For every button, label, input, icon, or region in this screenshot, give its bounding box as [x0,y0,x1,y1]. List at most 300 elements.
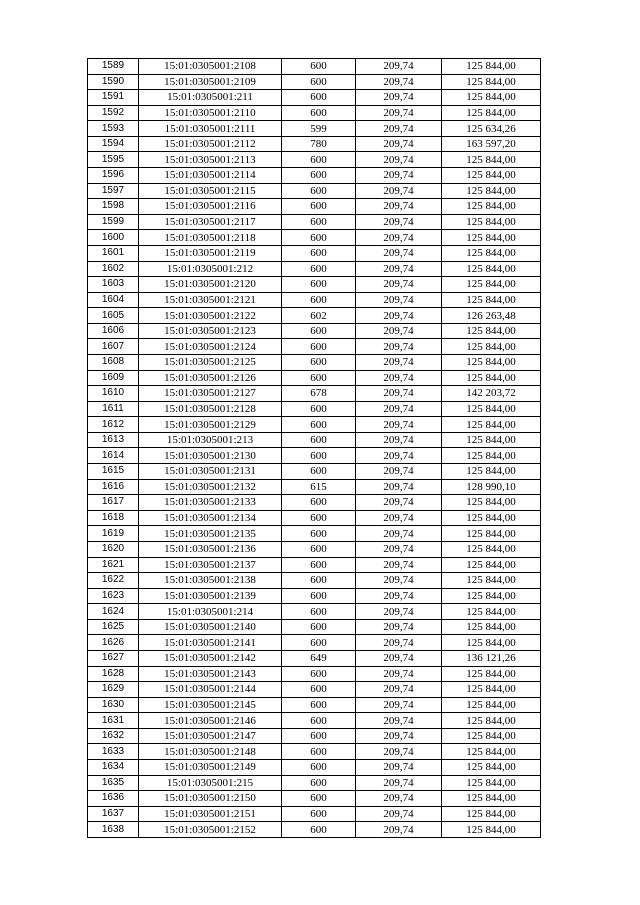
row-number-cell: 1615 [88,464,139,480]
rate-cell: 209,74 [356,136,442,152]
rate-cell: 209,74 [356,822,442,838]
area-cell: 600 [282,604,356,620]
parcel-table [87,58,541,838]
row-number-cell: 1591 [88,90,139,106]
rate-cell: 209,74 [356,697,442,713]
cadastral-number-cell: 15:01:0305001:2109 [139,74,282,90]
cadastral-number-cell: 15:01:0305001:2113 [139,152,282,168]
cadastral-number-cell: 15:01:0305001:2112 [139,136,282,152]
rate-cell: 209,74 [356,510,442,526]
value-cell: 125 844,00 [442,74,541,90]
value-cell: 125 844,00 [442,557,541,573]
rate-cell: 209,74 [356,386,442,402]
area-cell: 600 [282,526,356,542]
area-cell: 600 [282,323,356,339]
cadastral-number-cell: 15:01:0305001:2147 [139,728,282,744]
value-cell: 125 844,00 [442,323,541,339]
cadastral-number-cell: 15:01:0305001:2135 [139,526,282,542]
cadastral-number-cell: 15:01:0305001:2139 [139,588,282,604]
area-cell: 600 [282,90,356,106]
table-row [88,370,541,386]
table-row [88,604,541,620]
table-row [88,448,541,464]
area-cell: 600 [282,59,356,75]
area-cell: 600 [282,635,356,651]
rate-cell: 209,74 [356,604,442,620]
value-cell: 125 844,00 [442,292,541,308]
row-number-cell: 1614 [88,448,139,464]
table-row [88,417,541,433]
cadastral-number-cell: 15:01:0305001:2111 [139,121,282,137]
row-number-cell: 1624 [88,604,139,620]
cadastral-number-cell: 15:01:0305001:2110 [139,105,282,121]
value-cell: 125 844,00 [442,417,541,433]
rate-cell: 209,74 [356,791,442,807]
table-row [88,386,541,402]
rate-cell: 209,74 [356,682,442,698]
rate-cell: 209,74 [356,464,442,480]
table-row [88,650,541,666]
table-row [88,59,541,75]
area-cell: 599 [282,121,356,137]
row-number-cell: 1627 [88,650,139,666]
rate-cell: 209,74 [356,105,442,121]
row-number-cell: 1599 [88,214,139,230]
cadastral-number-cell: 15:01:0305001:2130 [139,448,282,464]
value-cell: 128 990,10 [442,479,541,495]
cadastral-number-cell: 15:01:0305001:2149 [139,760,282,776]
cadastral-number-cell: 15:01:0305001:2120 [139,277,282,293]
value-cell: 125 844,00 [442,277,541,293]
table-row [88,168,541,184]
value-cell: 125 844,00 [442,682,541,698]
row-number-cell: 1638 [88,822,139,838]
rate-cell: 209,74 [356,760,442,776]
table-row [88,292,541,308]
row-number-cell: 1629 [88,682,139,698]
rate-cell: 209,74 [356,432,442,448]
table-row [88,323,541,339]
value-cell: 125 634,26 [442,121,541,137]
rate-cell: 209,74 [356,713,442,729]
row-number-cell: 1630 [88,697,139,713]
value-cell: 125 844,00 [442,697,541,713]
value-cell: 125 844,00 [442,728,541,744]
row-number-cell: 1632 [88,728,139,744]
rate-cell: 209,74 [356,323,442,339]
area-cell: 600 [282,588,356,604]
rate-cell: 209,74 [356,417,442,433]
table-row [88,588,541,604]
rate-cell: 209,74 [356,370,442,386]
cadastral-number-cell: 15:01:0305001:2115 [139,183,282,199]
rate-cell: 209,74 [356,121,442,137]
table-row [88,121,541,137]
value-cell: 125 844,00 [442,744,541,760]
cadastral-number-cell: 15:01:0305001:2146 [139,713,282,729]
cadastral-number-cell: 15:01:0305001:2114 [139,168,282,184]
cadastral-number-cell: 15:01:0305001:2141 [139,635,282,651]
value-cell: 125 844,00 [442,230,541,246]
table-row [88,432,541,448]
value-cell: 125 844,00 [442,822,541,838]
table-row [88,510,541,526]
area-cell: 600 [282,74,356,90]
row-number-cell: 1610 [88,386,139,402]
row-number-cell: 1633 [88,744,139,760]
rate-cell: 209,74 [356,479,442,495]
value-cell: 163 597,20 [442,136,541,152]
table-row [88,697,541,713]
row-number-cell: 1619 [88,526,139,542]
rate-cell: 209,74 [356,728,442,744]
table-row [88,557,541,573]
row-number-cell: 1596 [88,168,139,184]
rate-cell: 209,74 [356,308,442,324]
area-cell: 600 [282,168,356,184]
row-number-cell: 1631 [88,713,139,729]
cadastral-number-cell: 15:01:0305001:2152 [139,822,282,838]
cadastral-number-cell: 15:01:0305001:2124 [139,339,282,355]
value-cell: 125 844,00 [442,791,541,807]
rate-cell: 209,74 [356,74,442,90]
cadastral-number-cell: 15:01:0305001:2138 [139,573,282,589]
rate-cell: 209,74 [356,230,442,246]
area-cell: 600 [282,277,356,293]
row-number-cell: 1636 [88,791,139,807]
row-number-cell: 1603 [88,277,139,293]
table-row [88,541,541,557]
row-number-cell: 1618 [88,510,139,526]
rate-cell: 209,74 [356,775,442,791]
area-cell: 600 [282,152,356,168]
table-row [88,760,541,776]
rate-cell: 209,74 [356,292,442,308]
row-number-cell: 1605 [88,308,139,324]
table-row [88,105,541,121]
value-cell: 125 844,00 [442,775,541,791]
value-cell: 125 844,00 [442,526,541,542]
area-cell: 600 [282,354,356,370]
table-row [88,354,541,370]
area-cell: 615 [282,479,356,495]
area-cell: 600 [282,261,356,277]
area-cell: 600 [282,401,356,417]
table-row [88,90,541,106]
table-row [88,152,541,168]
cadastral-number-cell: 15:01:0305001:2144 [139,682,282,698]
table-row [88,136,541,152]
rate-cell: 209,74 [356,526,442,542]
parcel-table-body [88,59,541,838]
value-cell: 125 844,00 [442,245,541,261]
table-row [88,526,541,542]
rate-cell: 209,74 [356,199,442,215]
value-cell: 125 844,00 [442,168,541,184]
cadastral-number-cell: 15:01:0305001:2136 [139,541,282,557]
row-number-cell: 1620 [88,541,139,557]
value-cell: 142 203,72 [442,386,541,402]
table-row [88,401,541,417]
row-number-cell: 1622 [88,573,139,589]
area-cell: 600 [282,541,356,557]
cadastral-number-cell: 15:01:0305001:2131 [139,464,282,480]
area-cell: 600 [282,682,356,698]
cadastral-number-cell: 15:01:0305001:2150 [139,791,282,807]
table-row [88,635,541,651]
value-cell: 125 844,00 [442,464,541,480]
value-cell: 125 844,00 [442,90,541,106]
table-row [88,573,541,589]
table-row [88,308,541,324]
table-row [88,199,541,215]
rate-cell: 209,74 [356,541,442,557]
cadastral-number-cell: 15:01:0305001:2140 [139,619,282,635]
row-number-cell: 1612 [88,417,139,433]
row-number-cell: 1606 [88,323,139,339]
cadastral-number-cell: 15:01:0305001:2126 [139,370,282,386]
table-row [88,713,541,729]
row-number-cell: 1626 [88,635,139,651]
area-cell: 780 [282,136,356,152]
area-cell: 600 [282,495,356,511]
cadastral-number-cell: 15:01:0305001:215 [139,775,282,791]
cadastral-number-cell: 15:01:0305001:2122 [139,308,282,324]
value-cell: 125 844,00 [442,573,541,589]
area-cell: 600 [282,245,356,261]
rate-cell: 209,74 [356,744,442,760]
area-cell: 600 [282,230,356,246]
table-row [88,619,541,635]
rate-cell: 209,74 [356,261,442,277]
table-row [88,744,541,760]
rate-cell: 209,74 [356,354,442,370]
row-number-cell: 1601 [88,245,139,261]
cadastral-number-cell: 15:01:0305001:2123 [139,323,282,339]
value-cell: 125 844,00 [442,199,541,215]
value-cell: 125 844,00 [442,214,541,230]
row-number-cell: 1625 [88,619,139,635]
area-cell: 600 [282,791,356,807]
area-cell: 600 [282,339,356,355]
area-cell: 600 [282,199,356,215]
cadastral-number-cell: 15:01:0305001:2137 [139,557,282,573]
row-number-cell: 1637 [88,806,139,822]
value-cell: 125 844,00 [442,354,541,370]
rate-cell: 209,74 [356,635,442,651]
area-cell: 600 [282,464,356,480]
value-cell: 125 844,00 [442,604,541,620]
area-cell: 602 [282,308,356,324]
area-cell: 600 [282,760,356,776]
value-cell: 125 844,00 [442,261,541,277]
table-row [88,245,541,261]
area-cell: 678 [282,386,356,402]
area-cell: 600 [282,697,356,713]
row-number-cell: 1607 [88,339,139,355]
rate-cell: 209,74 [356,152,442,168]
row-number-cell: 1635 [88,775,139,791]
cadastral-number-cell: 15:01:0305001:2148 [139,744,282,760]
area-cell: 600 [282,806,356,822]
table-row [88,214,541,230]
cadastral-number-cell: 15:01:0305001:2125 [139,354,282,370]
area-cell: 649 [282,650,356,666]
table-row [88,775,541,791]
cadastral-number-cell: 15:01:0305001:2118 [139,230,282,246]
rate-cell: 209,74 [356,495,442,511]
area-cell: 600 [282,713,356,729]
rate-cell: 209,74 [356,214,442,230]
value-cell: 125 844,00 [442,432,541,448]
cadastral-number-cell: 15:01:0305001:2117 [139,214,282,230]
cadastral-number-cell: 15:01:0305001:2127 [139,386,282,402]
rate-cell: 209,74 [356,168,442,184]
value-cell: 125 844,00 [442,510,541,526]
row-number-cell: 1609 [88,370,139,386]
area-cell: 600 [282,214,356,230]
table-row [88,682,541,698]
area-cell: 600 [282,417,356,433]
cadastral-number-cell: 15:01:0305001:214 [139,604,282,620]
value-cell: 125 844,00 [442,401,541,417]
cadastral-number-cell: 15:01:0305001:2142 [139,650,282,666]
rate-cell: 209,74 [356,59,442,75]
row-number-cell: 1628 [88,666,139,682]
row-number-cell: 1608 [88,354,139,370]
value-cell: 125 844,00 [442,448,541,464]
table-row [88,791,541,807]
row-number-cell: 1597 [88,183,139,199]
area-cell: 600 [282,292,356,308]
row-number-cell: 1600 [88,230,139,246]
cadastral-number-cell: 15:01:0305001:2108 [139,59,282,75]
value-cell: 125 844,00 [442,105,541,121]
table-row [88,479,541,495]
cadastral-number-cell: 15:01:0305001:2133 [139,495,282,511]
rate-cell: 209,74 [356,650,442,666]
cadastral-number-cell: 15:01:0305001:213 [139,432,282,448]
value-cell: 136 121,26 [442,650,541,666]
area-cell: 600 [282,822,356,838]
row-number-cell: 1592 [88,105,139,121]
rate-cell: 209,74 [356,401,442,417]
row-number-cell: 1593 [88,121,139,137]
rate-cell: 209,74 [356,573,442,589]
cadastral-number-cell: 15:01:0305001:2121 [139,292,282,308]
row-number-cell: 1595 [88,152,139,168]
table-row [88,183,541,199]
value-cell: 125 844,00 [442,588,541,604]
value-cell: 125 844,00 [442,635,541,651]
table-row [88,339,541,355]
row-number-cell: 1602 [88,261,139,277]
rate-cell: 209,74 [356,90,442,106]
rate-cell: 209,74 [356,339,442,355]
cadastral-number-cell: 15:01:0305001:2134 [139,510,282,526]
row-number-cell: 1590 [88,74,139,90]
rate-cell: 209,74 [356,557,442,573]
table-row [88,261,541,277]
table-row [88,666,541,682]
rate-cell: 209,74 [356,183,442,199]
cadastral-number-cell: 15:01:0305001:2116 [139,199,282,215]
area-cell: 600 [282,370,356,386]
value-cell: 125 844,00 [442,713,541,729]
area-cell: 600 [282,744,356,760]
cadastral-number-cell: 15:01:0305001:211 [139,90,282,106]
row-number-cell: 1616 [88,479,139,495]
value-cell: 125 844,00 [442,339,541,355]
value-cell: 125 844,00 [442,760,541,776]
value-cell: 126 263,48 [442,308,541,324]
table-row [88,277,541,293]
value-cell: 125 844,00 [442,619,541,635]
cadastral-number-cell: 15:01:0305001:2151 [139,806,282,822]
table-row [88,806,541,822]
value-cell: 125 844,00 [442,541,541,557]
row-number-cell: 1594 [88,136,139,152]
cadastral-number-cell: 15:01:0305001:2132 [139,479,282,495]
area-cell: 600 [282,775,356,791]
value-cell: 125 844,00 [442,183,541,199]
row-number-cell: 1634 [88,760,139,776]
rate-cell: 209,74 [356,277,442,293]
area-cell: 600 [282,105,356,121]
table-row [88,822,541,838]
cadastral-number-cell: 15:01:0305001:2119 [139,245,282,261]
rate-cell: 209,74 [356,448,442,464]
table-row [88,74,541,90]
area-cell: 600 [282,448,356,464]
row-number-cell: 1604 [88,292,139,308]
table-row [88,728,541,744]
value-cell: 125 844,00 [442,806,541,822]
table-row [88,495,541,511]
area-cell: 600 [282,557,356,573]
cadastral-number-cell: 15:01:0305001:2143 [139,666,282,682]
area-cell: 600 [282,183,356,199]
rate-cell: 209,74 [356,588,442,604]
cadastral-number-cell: 15:01:0305001:2145 [139,697,282,713]
row-number-cell: 1589 [88,59,139,75]
area-cell: 600 [282,573,356,589]
area-cell: 600 [282,510,356,526]
row-number-cell: 1611 [88,401,139,417]
value-cell: 125 844,00 [442,59,541,75]
cadastral-number-cell: 15:01:0305001:212 [139,261,282,277]
rate-cell: 209,74 [356,245,442,261]
area-cell: 600 [282,619,356,635]
value-cell: 125 844,00 [442,370,541,386]
table-row [88,464,541,480]
row-number-cell: 1621 [88,557,139,573]
rate-cell: 209,74 [356,619,442,635]
cadastral-number-cell: 15:01:0305001:2128 [139,401,282,417]
value-cell: 125 844,00 [442,152,541,168]
rate-cell: 209,74 [356,806,442,822]
row-number-cell: 1617 [88,495,139,511]
table-row [88,230,541,246]
value-cell: 125 844,00 [442,666,541,682]
rate-cell: 209,74 [356,666,442,682]
area-cell: 600 [282,666,356,682]
row-number-cell: 1598 [88,199,139,215]
row-number-cell: 1623 [88,588,139,604]
row-number-cell: 1613 [88,432,139,448]
area-cell: 600 [282,432,356,448]
area-cell: 600 [282,728,356,744]
